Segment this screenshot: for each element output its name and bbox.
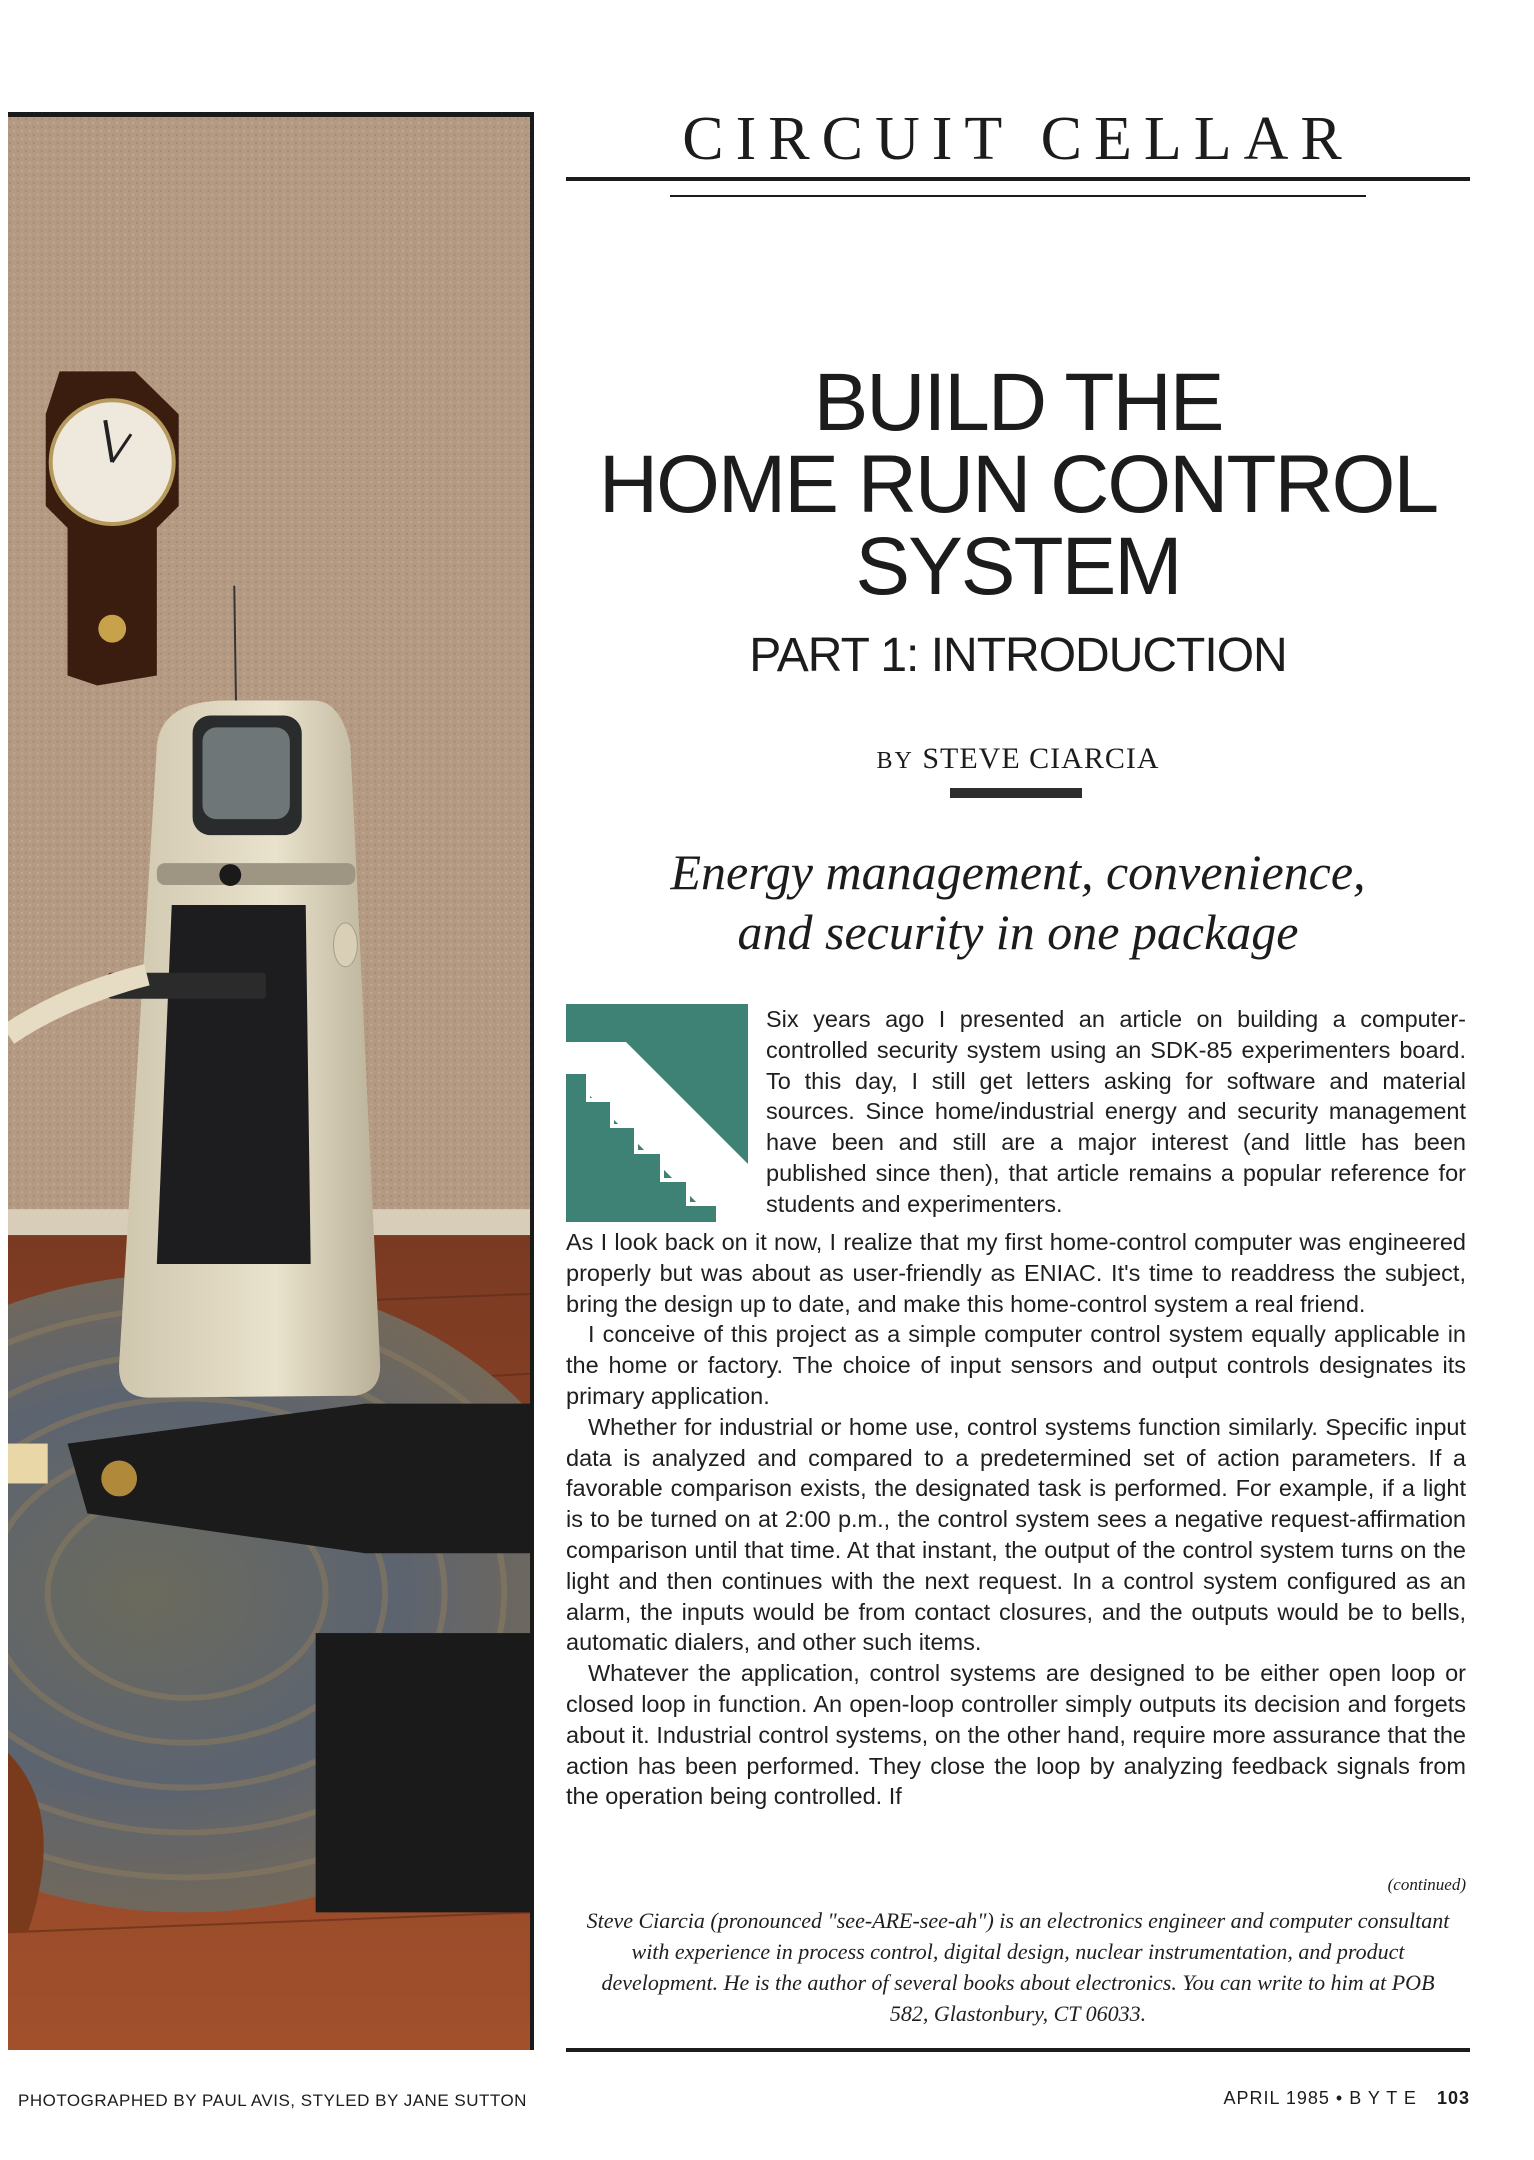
paragraph: Whatever the application, control systems are designed to be either open loop or closed loop in function. An open-loop controller simply outputs its decision and forgets about it. Industrial control systems, on the other hand, require more assurance that the action has been performed. They close the loop by analyzing feedback signals from the operation being controlled. If — [566, 1660, 1466, 1810]
byline-prefix: BY — [876, 748, 914, 774]
deck-line: Energy management, convenience, — [670, 844, 1366, 900]
page-footer — [1224, 2088, 1470, 2109]
headline — [566, 357, 1470, 612]
section-title: CIRCUIT CELLAR — [682, 105, 1354, 173]
article-body-lead — [766, 1004, 1466, 1220]
photo-illustration — [8, 117, 530, 2050]
paragraph: I conceive of this project as a simple computer control system equally applicable in the home or factory. The choice of input sensors and output controls designates its primary application. — [566, 1321, 1466, 1409]
paragraph: Six years ago I presented an article on building a computer-controlled security system using an SDK-85 experimenters board. To this day, I still get letters asking for software and material sources. Since home/industrial energy and security management have been and still are a major interest (and little has been published since then), that article remains a popular reference for students and experimenters. — [766, 1006, 1466, 1217]
headline-line: HOME RUN CONTROL — [598, 439, 1438, 530]
author-bio: Steve Ciarcia (pronounced "see-ARE-see-ah") is an electronics engineer and computer consultant with experience in process control, digital design, nuclear instrumentation, and product development. He is the author of several books about electronics. You can write to him at POB 582, Glastonbury, CT 06033. — [586, 1908, 1450, 2026]
byline — [566, 742, 1470, 776]
deck-line: and security in one package — [737, 904, 1299, 960]
header-rule-thin — [670, 195, 1366, 197]
byline-author: STEVE CIARCIA — [922, 742, 1160, 775]
subhead: PART 1: INTRODUCTION — [749, 629, 1287, 682]
headline-line: SYSTEM — [855, 521, 1181, 612]
continued-note: (continued) — [1387, 1875, 1466, 1894]
footer-rule — [566, 2048, 1470, 2052]
staircase-icon — [566, 1004, 748, 1222]
issue-label: APRIL 1985 • B Y T E — [1223, 2088, 1417, 2108]
photo-credit: PHOTOGRAPHED BY PAUL AVIS, STYLED BY JANE SUTTON — [18, 2091, 527, 2110]
article-body — [566, 1227, 1466, 1812]
robot-photo — [8, 112, 534, 2050]
page-number: 103 — [1436, 2088, 1470, 2108]
deck — [566, 842, 1470, 962]
headline-line: BUILD THE — [813, 357, 1223, 448]
header-rule — [566, 177, 1470, 181]
paragraph: Whether for industrial or home use, control systems function similarly. Specific input data is analyzed and compared to a predetermined set of action parameters. If a favorable comparison exists, the designated task is performed. For example, if a light is to be turned on at 2:00 p.m., the control system sees a negative request-affirmation comparison until that time. At that instant, the output of the control system turns on the light and then continues with the next request. In a control system configured as an alarm, the inputs would be from contact closures, and the outputs would be to bells, automatic dialers, and other such items. — [566, 1413, 1466, 1656]
paragraph: As I look back on it now, I realize that my first home-control computer was engineered properly but was about as user-friendly as ENIAC. It's time to readdress the subject, bring the design up to date, and make this home-control system a real friend. — [566, 1229, 1466, 1317]
byline-bar — [950, 788, 1082, 798]
